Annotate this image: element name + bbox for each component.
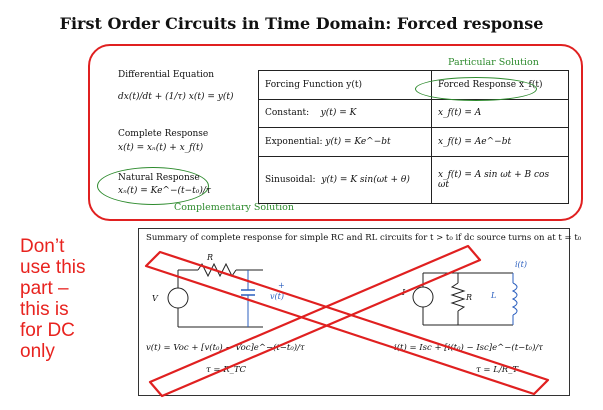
table-header-response: Forced Response x_f(t): [432, 71, 569, 100]
warning-line: only: [20, 341, 55, 362]
rl-resistor-label: R: [466, 293, 473, 302]
rl-isc-label: I: [402, 288, 406, 297]
row-type: Constant:: [265, 108, 310, 119]
row-type: Exponential:: [265, 136, 323, 147]
natural-response-label: Natural Response: [118, 173, 200, 183]
warning-line: this is: [20, 299, 69, 320]
table-cell-response: x_f(t) = A sin ωt + B cos ωt: [432, 156, 569, 204]
rc-equation: v(t) = Voc + [v(t₀) − Voc]e^−(t−t₀)/τ: [146, 343, 305, 353]
complete-response-label: Complete Response: [118, 129, 209, 139]
natural-response-eq: xₙ(t) = Ke^−(t−t₀)/τ: [118, 186, 211, 196]
particular-solution-note: Particular Solution: [448, 57, 539, 68]
rl-tau-equation: τ = L/R_T: [476, 365, 519, 375]
diff-eq-label: Differential Equation: [118, 70, 215, 80]
rl-equation: i(t) = Isc + [i(t₀) − Isc]e^−(t−t₀)/τ: [394, 343, 543, 353]
rc-resistor-label: R: [207, 253, 214, 262]
warning-line: use this: [20, 257, 86, 278]
dc-warning-note: [20, 236, 85, 362]
cross-out-x-icon: [146, 246, 548, 396]
page-title: First Order Circuits in Time Domain: Forced response: [59, 14, 544, 33]
warning-line: for DC: [20, 320, 75, 341]
row-type: Sinusoidal:: [265, 174, 316, 185]
rl-it-label: i(t): [515, 260, 528, 269]
table-header-forcing: Forcing Function y(t): [259, 71, 432, 100]
warning-line: Don’t: [20, 236, 65, 257]
complementary-solution-note: Complementary Solution: [174, 202, 294, 213]
row-forcing: y(t) = K: [320, 108, 357, 119]
dc-summary-caption: Summary of complete response for simple RC and RL circuits for t > t₀ if dc source turns on at t = t₀: [146, 233, 582, 243]
row-forcing: y(t) = K sin(ωt + θ): [321, 174, 410, 185]
diff-eq: dx(t)/dt + (1/τ) x(t) = y(t): [118, 92, 234, 102]
complete-response-eq: x(t) = xₙ(t) + x_f(t): [118, 143, 204, 153]
table-cell-response: x_f(t) = A: [432, 99, 569, 128]
row-forcing: y(t) = Ke^−bt: [325, 136, 391, 147]
warning-line: part –: [20, 278, 69, 299]
rl-inductor-label: L: [491, 291, 497, 300]
rc-voc-label: V: [152, 294, 158, 303]
rc-plus-label: +: [278, 281, 285, 290]
rc-vt-label: v(t): [270, 292, 284, 301]
rc-tau-equation: τ = R_TC: [206, 365, 247, 375]
table-cell-response: x_f(t) = Ae^−bt: [432, 128, 569, 157]
